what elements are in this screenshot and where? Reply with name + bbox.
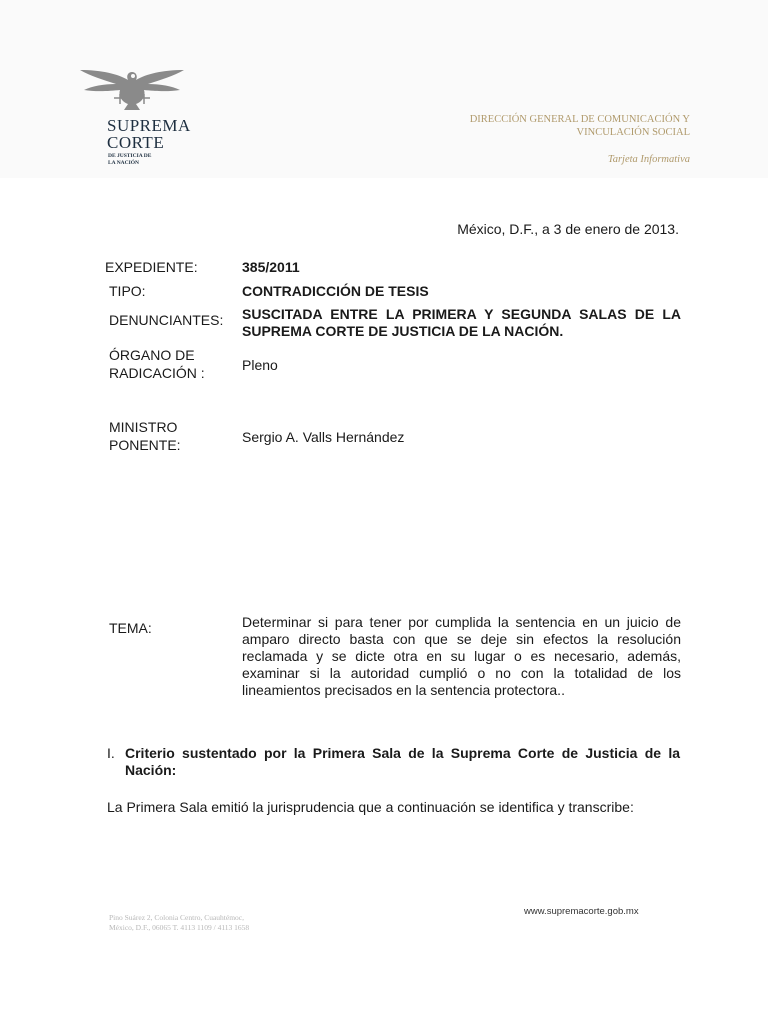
footer-address-line2: México, D.F., 06065 T. 4113 1109 / 4113 1658: [109, 923, 250, 932]
logo-wordmark-line1: SUPREMA: [107, 116, 191, 135]
tema-value: Determinar si para tener por cumplida la sentencia en un juicio de amparo directo basta con que se deje sin efectos la resolución reclamada y se dicte otra en su lugar o es necesario, además, examinar si la autoridad cumplió o no con la totalidad de los lineamientos precisados en la sentencia protectora..: [242, 614, 681, 698]
ministro-label-line2: PONENTE:: [109, 437, 181, 453]
organo-value: Pleno: [242, 357, 278, 373]
tipo-value: CONTRADICCIÓN DE TESIS: [242, 283, 429, 299]
document-type: Tarjeta Informativa: [607, 154, 690, 165]
footer-website-link[interactable]: www.supremacorte.gob.mx: [524, 906, 639, 917]
section-number: I.: [107, 745, 115, 761]
expediente-value: 385/2011: [242, 259, 300, 275]
denunciantes-value: SUSCITADA ENTRE LA PRIMERA Y SEGUNDA SALAS DE LA SUPREMA CORTE DE JUSTICIA DE LA NACIÓN.: [242, 306, 681, 339]
letterhead: [0, 0, 768, 178]
section-title: Criterio sustentado por la Primera Sala de la Suprema Corte de Justicia de la Nación:: [125, 745, 680, 778]
department-name-line1: DIRECCIÓN GENERAL DE COMUNICACIÓN Y: [469, 114, 690, 125]
section-paragraph: La Primera Sala emitió la jurisprudencia que a continuación se identifica y transcribe:: [107, 799, 634, 815]
department-name-line2: VINCULACIÓN SOCIAL: [576, 127, 690, 138]
court-logo: [76, 64, 196, 174]
logo-subtitle-line2: LA NACIÓN: [108, 160, 140, 166]
organo-label-line1: ÓRGANO DE: [109, 347, 195, 363]
tema-label: TEMA:: [109, 620, 152, 636]
denunciantes-label: DENUNCIANTES:: [109, 312, 224, 328]
eagle-icon: [78, 64, 186, 114]
date-line: México, D.F., a 3 de enero de 2013.: [457, 221, 679, 237]
logo-wordmark-line2: CORTE: [107, 133, 165, 152]
logo-subtitle-line1: DE JUSTICIA DE: [108, 153, 152, 159]
expediente-label: EXPEDIENTE:: [105, 259, 198, 275]
ministro-label-line1: MINISTRO: [109, 419, 178, 435]
ministro-value: Sergio A. Valls Hernández: [242, 429, 405, 445]
organo-label-line2: RADICACIÓN :: [109, 365, 205, 381]
tipo-label: TIPO:: [109, 283, 146, 299]
footer-address-line1: Pino Suárez 2, Colonia Centro, Cuauhtémoc,: [109, 913, 244, 922]
